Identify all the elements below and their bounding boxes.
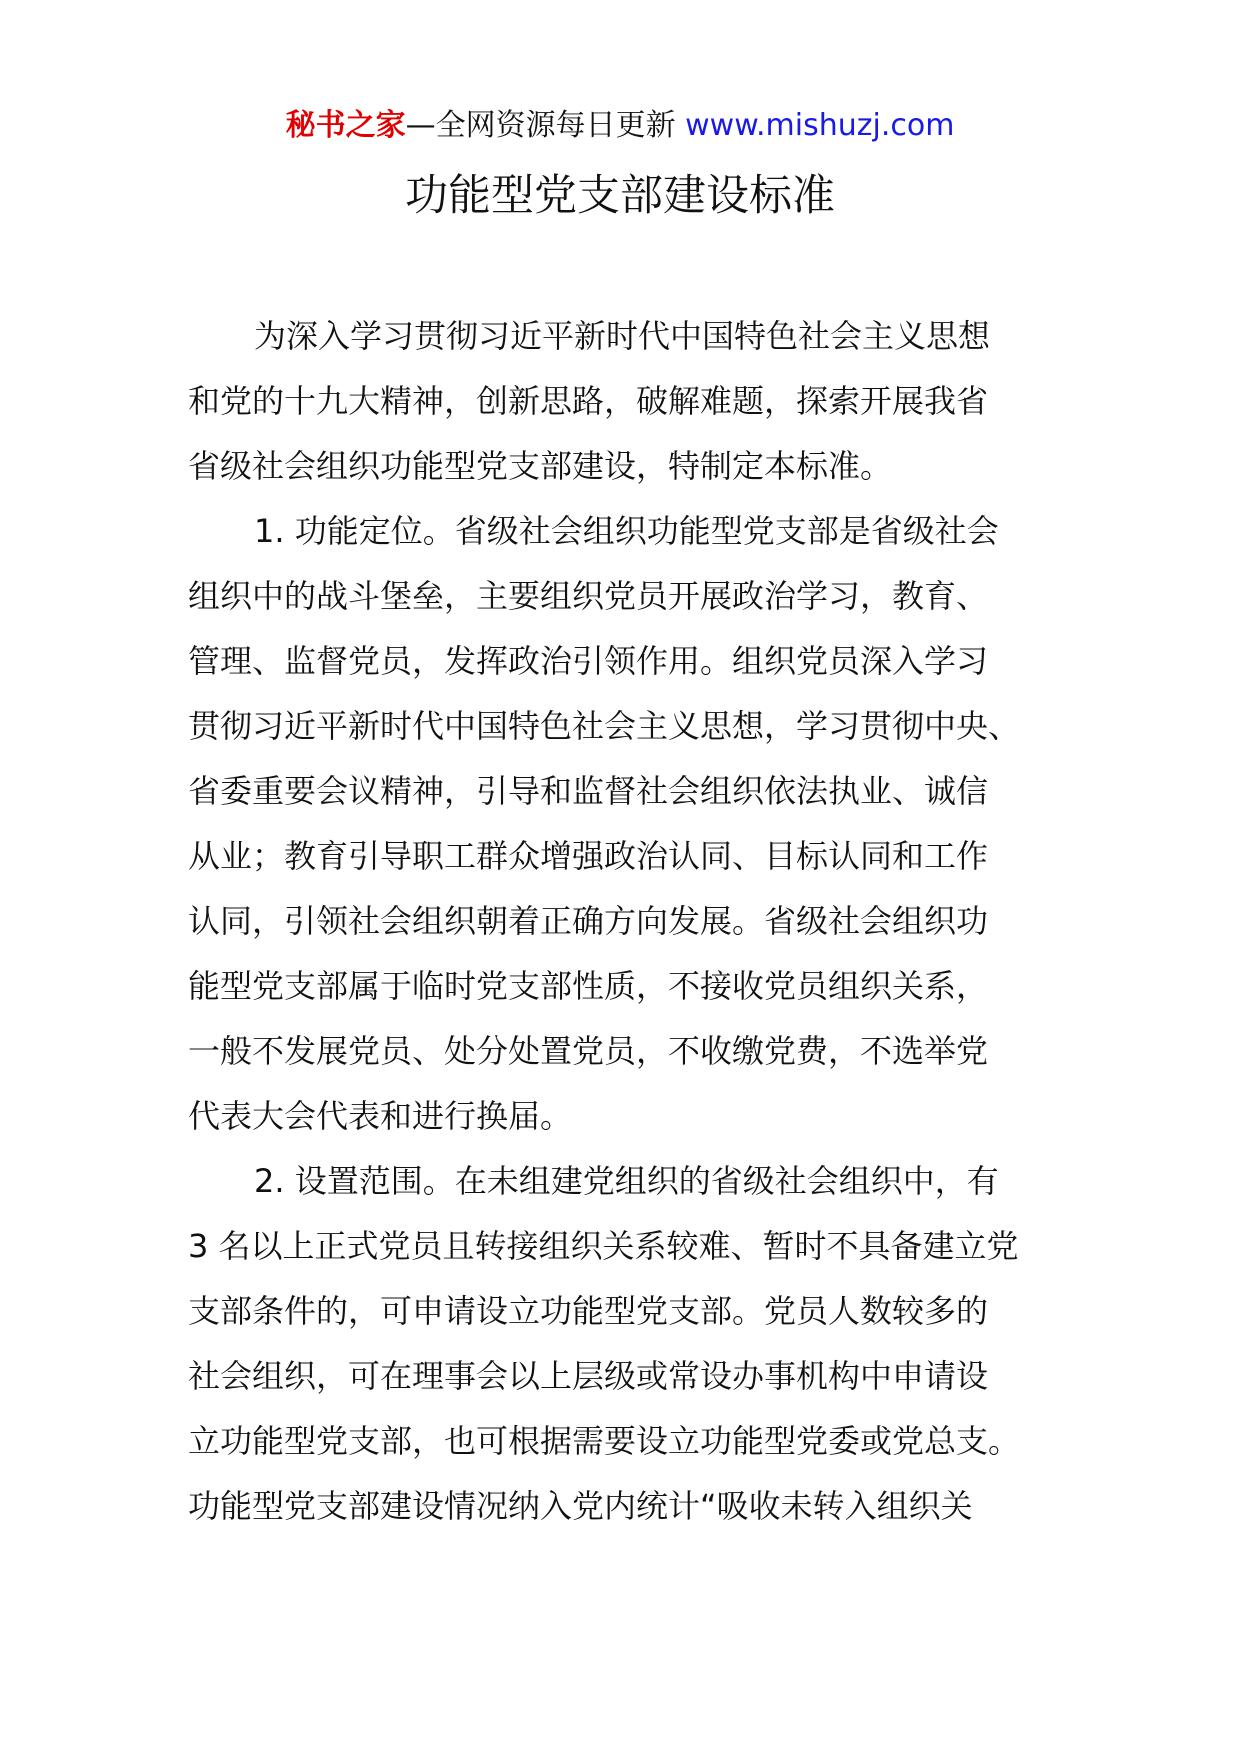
paragraph-line: 支部条件的，可申请设立功能型党支部。党员人数较多的 [188, 1292, 989, 1330]
paragraph-line: 省委重要会议精神，引导和监督社会组织依法执业、诚信 [188, 772, 989, 810]
brand-name: 秘书之家 [285, 108, 406, 143]
paragraph-line: 3 名以上正式党员且转接组织关系较难、暂时不具备建立党 [188, 1227, 1019, 1265]
document-title: 功能型党支部建设标准 [405, 171, 835, 221]
document-body [188, 304, 1048, 1539]
paragraph-line: 省级社会组织功能型党支部建设，特制定本标准。 [188, 447, 893, 485]
paragraph-line: 为深入学习贯彻习近平新时代中国特色社会主义思想 [254, 317, 991, 355]
watermark-header [0, 104, 1240, 148]
paragraph-line: 社会组织，可在理事会以上层级或常设办事机构中申请设 [188, 1357, 989, 1395]
paragraph-line: 从业；教育引导职工群众增强政治认同、目标认同和工作 [188, 837, 989, 875]
paragraph-line: 组织中的战斗堡垒，主要组织党员开展政治学习，教育、 [188, 577, 989, 615]
paragraph-line: 功能型党支部建设情况纳入党内统计“吸收未转入组织关 [188, 1487, 973, 1525]
paragraph-line: 代表大会代表和进行换届。 [188, 1097, 573, 1135]
paragraph-line: 贯彻习近平新时代中国特色社会主义思想，学习贯彻中央、 [188, 707, 1021, 745]
paragraph-line: 立功能型党支部，也可根据需要设立功能型党委或党总支。 [188, 1422, 1021, 1460]
paragraph-line: 和党的十九大精神，创新思路，破解难题，探索开展我省 [188, 382, 989, 420]
paragraph-line: 1. 功能定位。省级社会组织功能型党支部是省级社会 [254, 512, 999, 550]
paragraph-line: 能型党支部属于临时党支部性质，不接收党员组织关系， [188, 967, 989, 1005]
paragraph-line: 认同，引领社会组织朝着正确方向发展。省级社会组织功 [188, 902, 989, 940]
header-tagline: —全网资源每日更新 [405, 108, 686, 143]
paragraph-line: 一般不发展党员、处分处置党员，不收缴党费，不选举党 [188, 1032, 989, 1070]
paragraph-line: 管理、监督党员，发挥政治引领作用。组织党员深入学习 [188, 642, 989, 680]
website-link[interactable]: www.mishuzj.com [685, 108, 955, 143]
paragraph-line: 2. 设置范围。在未组建党组织的省级社会组织中，有 [254, 1162, 999, 1200]
